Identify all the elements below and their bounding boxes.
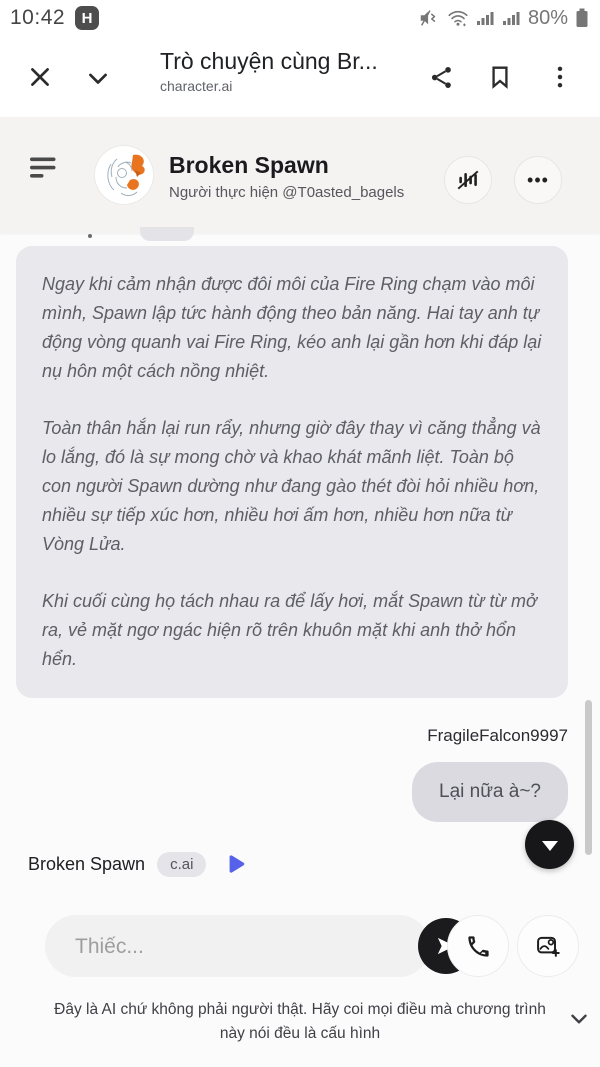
character-name: Broken Spawn: [169, 152, 329, 178]
chevron-down-icon: [542, 841, 558, 851]
page-url: character.ai: [160, 78, 233, 94]
bot-message-paragraph: Khi cuối cùng họ tách nhau ra để lấy hơi, mắt Spawn từ từ mở ra, vẻ mặt ngơ ngác hiện rõ trên khuôn mặt khi anh thở hổn hển.: [42, 591, 537, 669]
ai-disclaimer: Đây là AI chứ không phải người thật. Hãy coi mọi điều mà chương trình này nói đều là cấu hình: [54, 1001, 546, 1042]
mute-vibrate-icon: [418, 7, 440, 29]
bookmark-icon[interactable]: [486, 63, 514, 91]
collapse-chevron-icon[interactable]: [84, 65, 112, 93]
cai-badge: c.ai: [157, 852, 206, 877]
more-options-button[interactable]: •••: [514, 156, 562, 204]
status-bar: [0, 0, 600, 36]
voice-toggle-button[interactable]: [444, 156, 492, 204]
message-input-pill[interactable]: [45, 915, 430, 977]
character-creator: Người thực hiện @T0asted_bagels: [169, 184, 405, 201]
chat-header: [0, 117, 600, 233]
bot-message-paragraph: Toàn thân hắn lại run rẩy, nhưng giờ đây thay vì căng thẳng và lo lắng, đó là sự mong chờ và khao khát mãnh liệt. Toàn bộ con người Spawn dường như đang gào thét đòi hỏi nhiều hơn, nhiều sự tiếp xúc hơn, nhiều hơi ấm hơn, nhiều hơn nữa từ Vòng Lửa.: [42, 418, 541, 554]
page-title: Trò chuyện cùng Br...: [160, 48, 378, 74]
overflow-menu-icon[interactable]: [546, 63, 574, 91]
chat-menu-icon[interactable]: [24, 153, 60, 183]
share-icon[interactable]: [428, 64, 455, 91]
close-icon[interactable]: [26, 63, 54, 91]
clipped-row-dot: [88, 234, 92, 238]
notification-app-icon: H: [75, 6, 99, 30]
page-title-block: [160, 48, 430, 94]
add-image-button[interactable]: [517, 915, 579, 977]
clock: 10:42: [10, 6, 66, 29]
bot-message-paragraph: Ngay khi cảm nhận được đôi môi của Fire Ring chạm vào môi mình, Spawn lập tức hành động theo bản năng. Hai tay anh tự động vòng quanh vai Fire Ring, kéo anh lại gần hơn khi đáp lại nụ hôn một cách nồng nhiệt.: [42, 274, 542, 381]
signal-strength-icon: [476, 7, 496, 29]
clipped-badge-fragment: [140, 227, 194, 241]
signal-strength-icon-2: [502, 7, 522, 29]
message-input[interactable]: [73, 915, 357, 979]
character-avatar[interactable]: [95, 146, 153, 204]
battery-icon: [574, 6, 590, 30]
browser-toolbar: [0, 36, 600, 118]
bot-message-bubble[interactable]: [16, 246, 568, 698]
play-audio-icon[interactable]: [222, 851, 248, 877]
battery-percent: 80%: [527, 6, 568, 29]
disclaimer-chevron-icon[interactable]: [566, 1006, 592, 1032]
scroll-to-bottom-button[interactable]: [525, 820, 574, 869]
scrollbar-thumb[interactable]: [585, 700, 592, 855]
composer: [0, 915, 600, 977]
user-message-bubble[interactable]: Lại nữa à~?: [412, 762, 568, 822]
bot-name-label: Broken Spawn: [28, 853, 146, 874]
bot-name-row: [28, 851, 248, 877]
user-display-name: FragileFalcon9997: [427, 726, 568, 745]
wifi-icon: [446, 7, 470, 29]
call-button[interactable]: [447, 915, 509, 977]
